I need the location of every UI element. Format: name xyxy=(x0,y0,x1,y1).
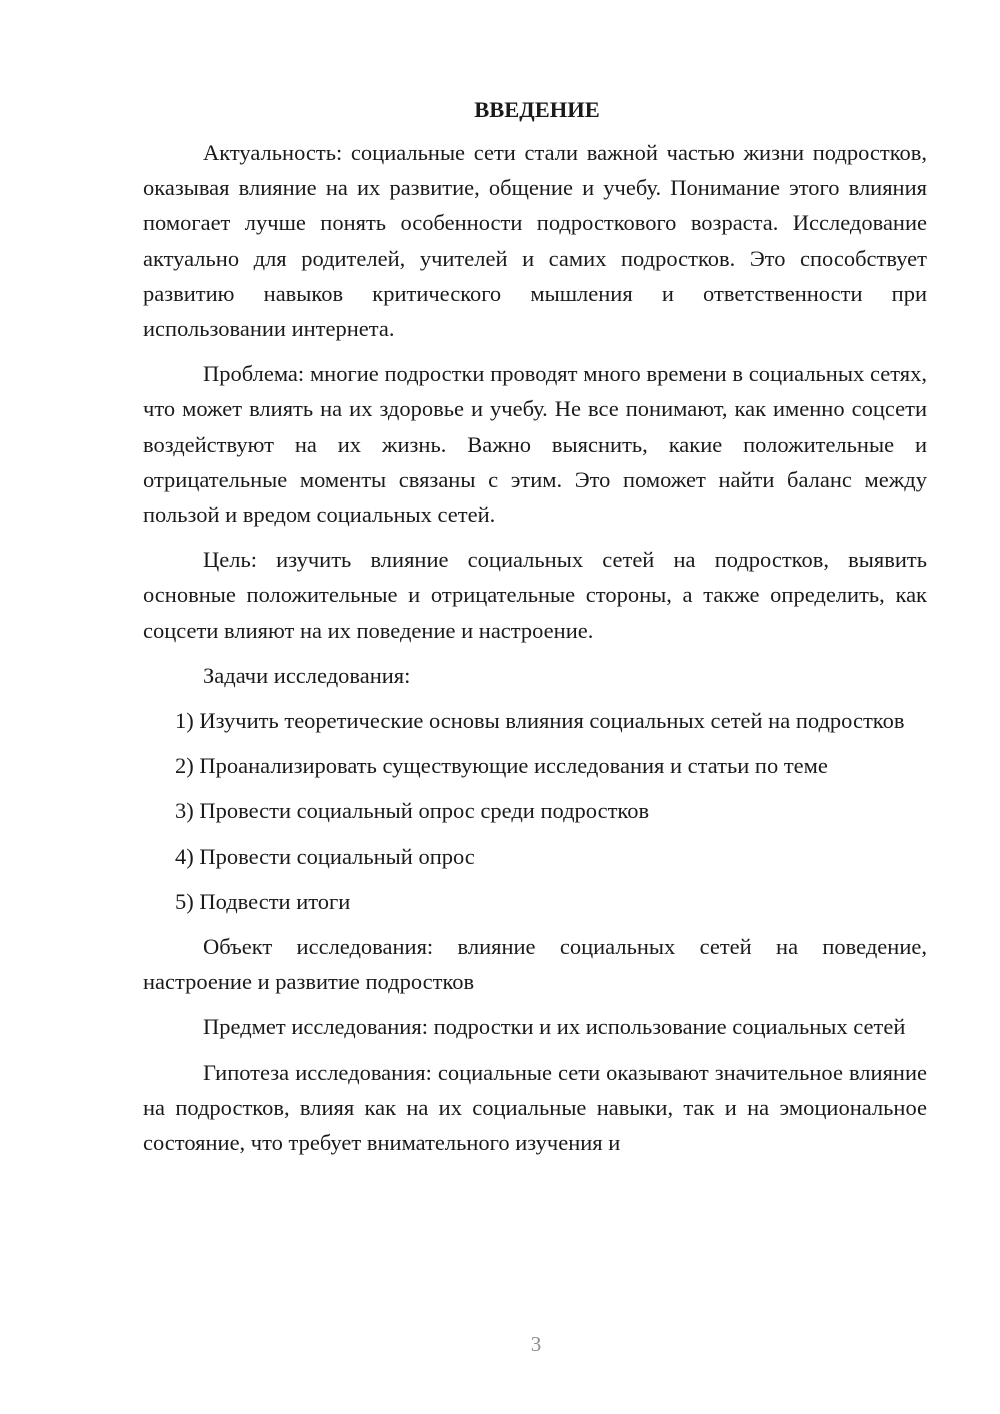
paragraph-hypothesis: Гипотеза исследования: социальные сети оказывают значительное влияние на подростков, влияя как на их социальные навыки, так и на эмоциональное состояние, что требует внимательного изучения и xyxy=(143,1059,927,1156)
page-content xyxy=(143,92,927,1170)
paragraph-relevance: Актуальность: социальные сети стали важной частью жизни подростков, оказывая влияние на их развитие, общение и учебу. Понимание этого влияния помогает лучше понять особенности подросткового возраста. Исследование актуально для родителей, учителей и самих подростков. Это способствует развитию навыков критического мышления и ответственности при использовании интернета. xyxy=(143,140,927,342)
paragraph-object: Объект исследования: влияние социальных сетей на поведение, настроение и развитие подростков xyxy=(143,934,927,995)
task-item-3: 3) Провести социальный опрос среди подростков xyxy=(175,798,650,824)
paragraph-goal: Цель: изучить влияние социальных сетей на подростков, выявить основные положительные и отрицательные стороны, а также определить, как соцсети влияют на их поведение и настроение. xyxy=(143,547,927,643)
task-item-5: 5) Подвести итоги xyxy=(175,888,351,914)
paragraph-problem: Проблема: многие подростки проводят много времени в социальных сетях, что может влиять на их здоровье и учебу. Не все понимают, как именно соцсети воздействуют на их жизнь. Важно выяснить, какие положительные и отрицательные моменты связаны с этим. Это поможет найти баланс между пользой и вредом социальных сетей. xyxy=(143,361,927,528)
page-title: ВВЕДЕНИЕ xyxy=(474,97,600,122)
page-number: 3 xyxy=(530,1332,542,1356)
task-item-4: 4) Провести социальный опрос xyxy=(175,843,475,869)
tasks-heading: Задачи исследования: xyxy=(203,662,411,688)
task-item-2: 2) Проанализировать существующие исследования и статьи по теме xyxy=(175,753,828,779)
paragraph-subject: Предмет исследования: подростки и их использование социальных сетей xyxy=(203,1014,906,1040)
task-item-1: 1) Изучить теоретические основы влияния социальных сетей на подростков xyxy=(175,708,905,734)
